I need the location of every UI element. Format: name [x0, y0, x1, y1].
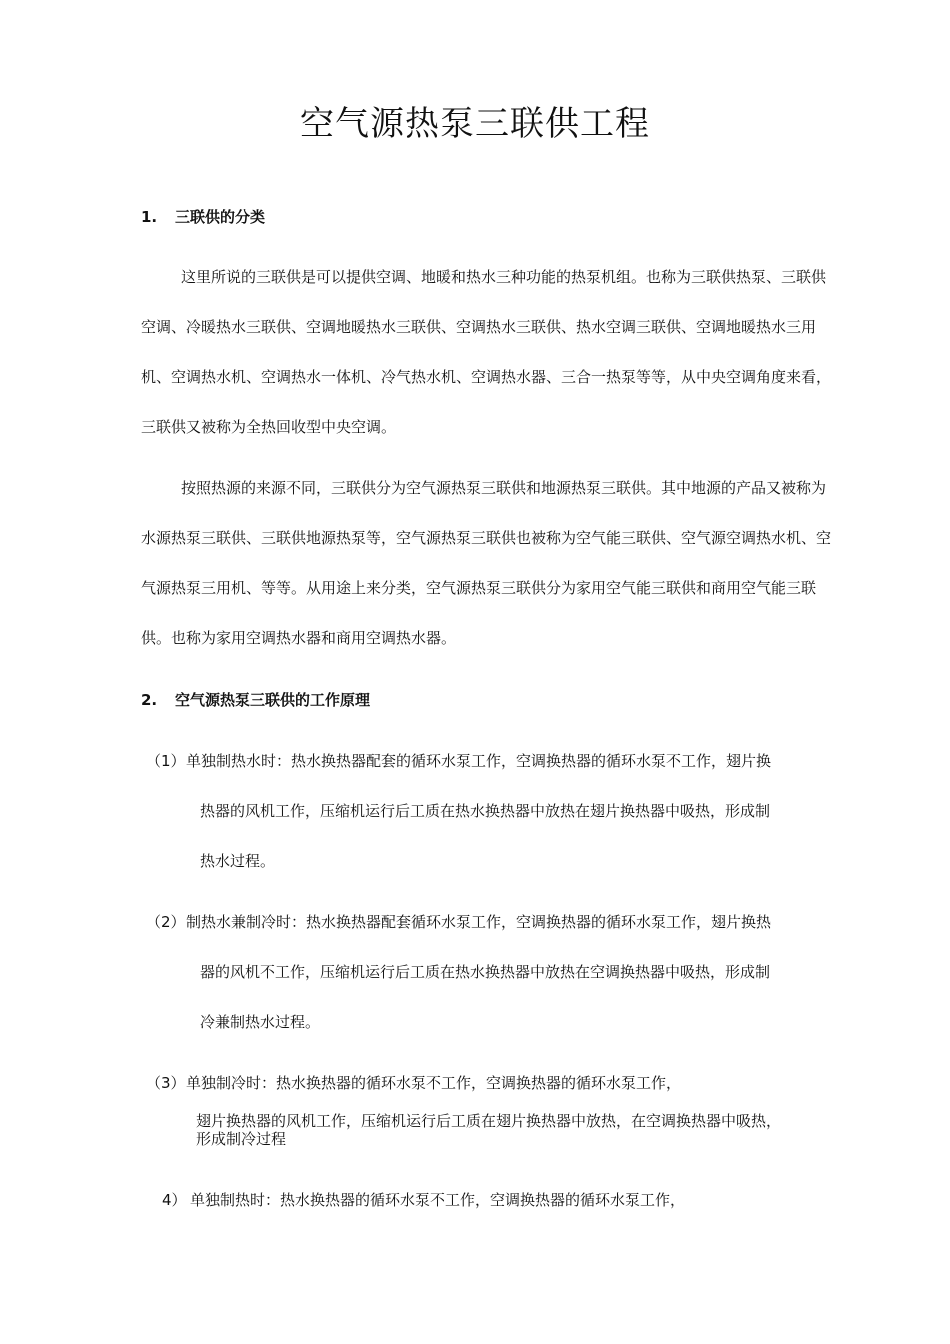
step-line: 翅片换热器的风机工作，压缩机运行后工质在翅片换热器中放热，在空调换热器中吸热，: [196, 1112, 782, 1130]
section-title: 三联供的分类: [175, 208, 266, 226]
step-line: 形成制冷过程: [196, 1130, 287, 1148]
step-line: 热水过程。: [200, 852, 276, 870]
step-line: 单独制冷时：热水换热器的循环水泵不工作，空调换热器的循环水泵工作，: [186, 1074, 682, 1092]
section-number: 2.: [141, 691, 158, 709]
step-label: （2）: [146, 913, 186, 931]
section-heading-1: [141, 206, 265, 228]
section-number: 1.: [141, 208, 158, 226]
step-label: 4）: [162, 1191, 187, 1209]
step-label: （3）: [146, 1074, 186, 1092]
paragraph-classification-2: 按照热源的来源不同，三联供分为空气源热泵三联供和地源热泵三联供。其中地源的产品又被称为水源热泵三联供、三联供地源热泵等，空气源热泵三联供也被称为空气能三联供、空气源空调热水机、空气源热泵三用机、等等。从用途上来分类，空气源热泵三联供分为家用空气能三联供和商用空气能三联供。也称为家用空调热水器和商用空调热水器。: [141, 479, 832, 647]
step-label: （1）: [146, 752, 186, 770]
paragraph-classification-1: 这里所说的三联供是可以提供空调、地暖和热水三种功能的热泵机组。也称为三联供热泵、三联供空调、冷暖热水三联供、空调地暖热水三联供、空调热水三联供、热水空调三联供、空调地暖热水三用机、空调热水机、空调热水一体机、冷气热水机、空调热水器、三合一热泵等等，从中央空调角度来看，三联供又被称为全热回收型中央空调。: [141, 268, 832, 436]
section-title: 空气源热泵三联供的工作原理: [175, 691, 371, 709]
step-line: 冷兼制热水过程。: [200, 1013, 321, 1031]
step-line: 制热水兼制冷时：热水换热器配套循环水泵工作，空调换热器的循环水泵工作，翅片换热: [186, 913, 772, 931]
step-line: 单独制热时：热水换热器的循环水泵不工作，空调换热器的循环水泵工作，: [190, 1191, 686, 1209]
section-heading-2: [141, 689, 370, 711]
step-line: 器的风机不工作，压缩机运行后工质在热水换热器中放热在空调换热器中吸热，形成制: [200, 963, 771, 981]
step-line: 热器的风机工作，压缩机运行后工质在热水换热器中放热在翅片换热器中吸热，形成制: [200, 802, 771, 820]
step-line: 单独制热水时：热水换热器配套的循环水泵工作，空调换热器的循环水泵不工作，翅片换: [186, 752, 772, 770]
page-title: 空气源热泵三联供工程: [300, 104, 650, 144]
